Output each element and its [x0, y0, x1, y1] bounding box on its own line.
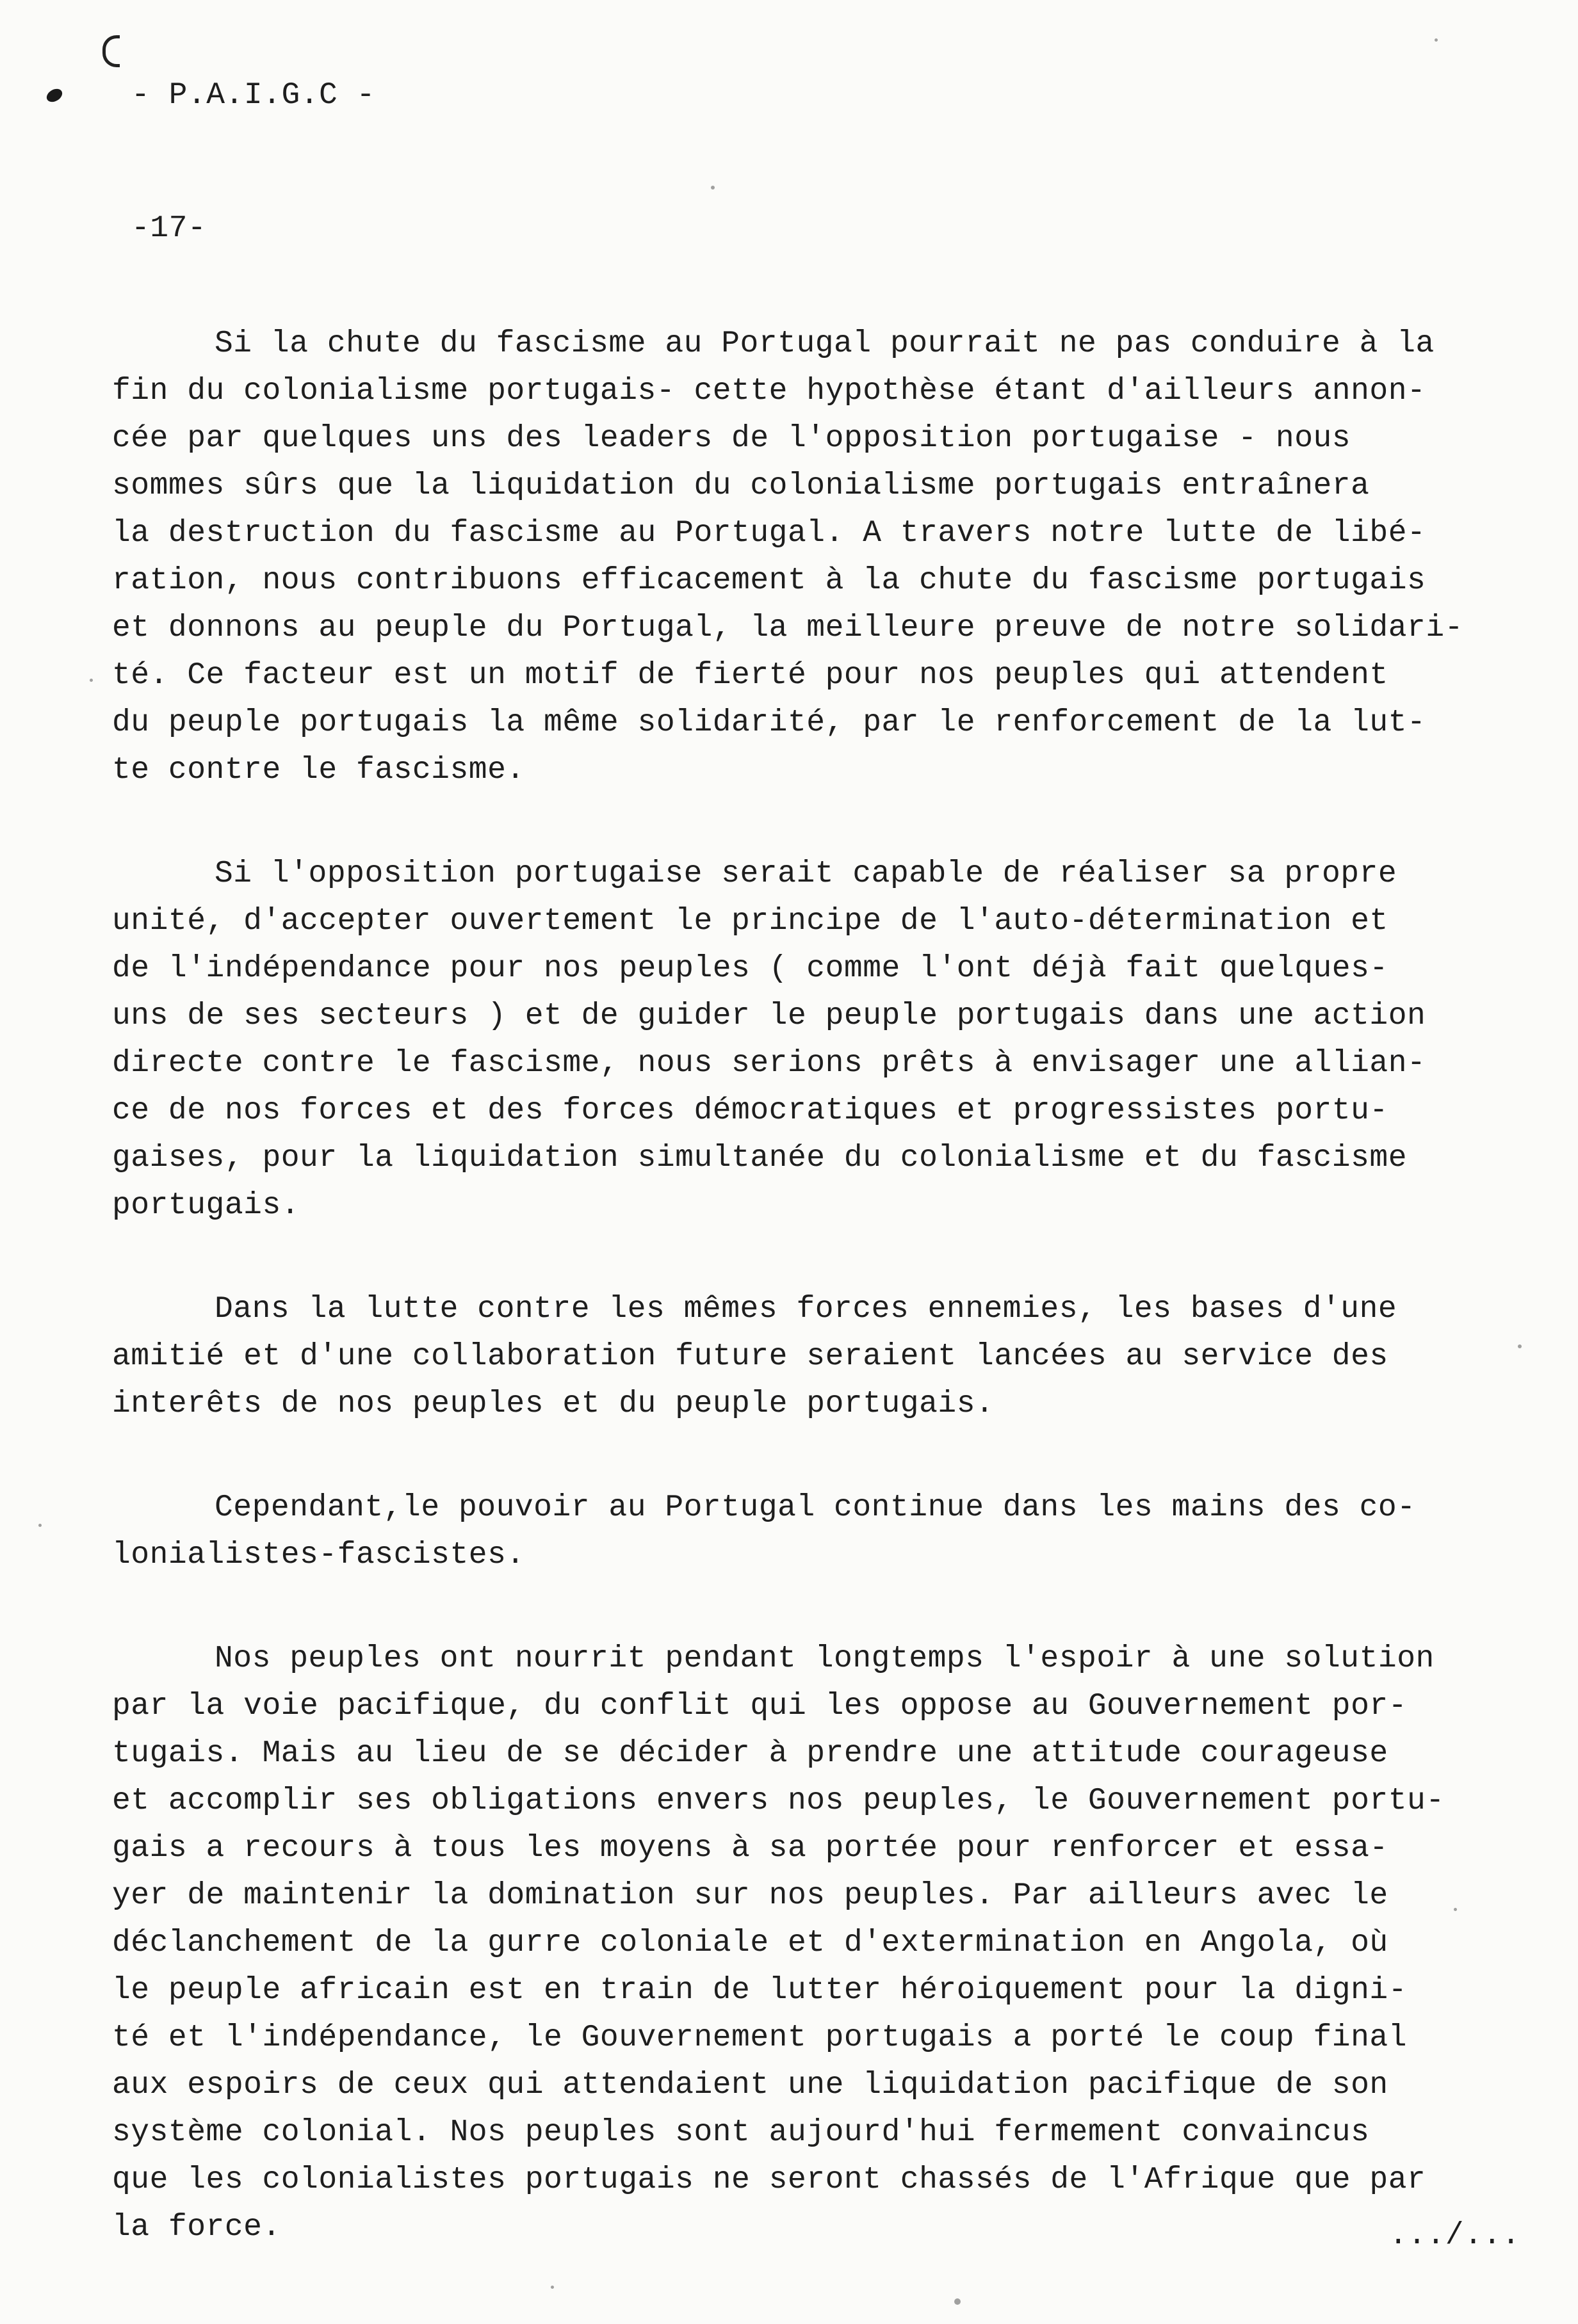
text-line: interêts de nos peuples et du peuple portugais. — [112, 1387, 995, 1421]
text-line: directe contre le fascisme, nous serions prêts à envisager une allian- — [112, 1046, 1426, 1081]
paper-speck — [711, 186, 715, 190]
text-line: cée par quelques uns des leaders de l'opposition portugaise - nous — [112, 421, 1351, 456]
text-line: du peuple portugais la même solidarité, par le renforcement de la lut- — [112, 706, 1426, 740]
paper-speck — [90, 679, 93, 682]
binding-mark — [102, 35, 120, 67]
text-line: Cependant,le pouvoir au Portugal continue dans les mains des co- — [215, 1490, 1416, 1525]
text-line: gaises, pour la liquidation simultanée du colonialisme et du fascisme — [112, 1141, 1408, 1175]
text-line: ce de nos forces et des forces démocratiques et progressistes portu- — [112, 1093, 1388, 1128]
text-line: le peuple africain est en train de lutter héroiquement pour la digni- — [112, 1973, 1408, 2008]
text-line: té. Ce facteur est un motif de fierté pour nos peuples qui attendent — [112, 658, 1388, 693]
text-line: Nos peuples ont nourrit pendant longtemps l'espoir à une solution — [215, 1642, 1435, 1676]
text-line: sommes sûrs que la liquidation du colonialisme portugais entraînera — [112, 469, 1370, 503]
text-line: lonialistes-fascistes. — [112, 1538, 525, 1572]
text-line: amitié et d'une collaboration future seraient lancées au service des — [112, 1339, 1388, 1374]
text-line: yer de maintenir la domination sur nos peuples. Par ailleurs avec le — [112, 1878, 1388, 1913]
text-line: que les colonialistes portugais ne seront chassés de l'Afrique que par — [112, 2163, 1426, 2197]
text-line: Si l'opposition portugaise serait capable de réaliser sa propre — [215, 857, 1397, 891]
ink-mark — [44, 86, 65, 105]
document-body — [112, 320, 1524, 2307]
paragraph — [112, 1484, 1524, 1579]
text-line: ration, nous contribuons efficacement à la chute du fascisme portugais — [112, 563, 1426, 598]
paragraph — [112, 1286, 1524, 1428]
paragraph — [112, 320, 1524, 794]
page-number: -17- — [131, 211, 207, 246]
text-line: Si la chute du fascisme au Portugal pourrait ne pas conduire à la — [215, 327, 1435, 361]
paper-speck — [551, 2286, 554, 2289]
paragraph — [112, 1635, 1524, 2251]
paper-speck — [1518, 1344, 1522, 1348]
text-line: té et l'indépendance, le Gouvernement portugais a porté le coup final — [112, 2021, 1408, 2055]
text-line: par la voie pacifique, du conflit qui les oppose au Gouvernement por- — [112, 1689, 1408, 1723]
paragraph — [112, 850, 1524, 1229]
text-line: système colonial. Nos peuples sont aujourd'hui fermement convaincus — [112, 2115, 1370, 2150]
document-header: - P.A.I.G.C - — [131, 78, 375, 113]
text-line: uns de ses secteurs ) et de guider le peuple portugais dans une action — [112, 999, 1426, 1033]
text-line: et accomplir ses obligations envers nos peuples, le Gouvernement portu- — [112, 1784, 1445, 1818]
text-line: Dans la lutte contre les mêmes forces ennemies, les bases d'une — [215, 1292, 1397, 1327]
paper-speck — [1435, 38, 1438, 42]
text-line: aux espoirs de ceux qui attendaient une liquidation pacifique de son — [112, 2068, 1388, 2102]
text-line: gais a recours à tous les moyens à sa portée pour renforcer et essa- — [112, 1831, 1388, 1866]
text-line: déclanchement de la gurre coloniale et d'extermination en Angola, où — [112, 1926, 1388, 1960]
text-line: tugais. Mais au lieu de se décider à prendre une attitude courageuse — [112, 1736, 1388, 1771]
paper-speck — [38, 1524, 42, 1527]
text-line: te contre le fascisme. — [112, 753, 525, 787]
text-line: portugais. — [112, 1188, 300, 1223]
paper-speck — [1454, 1908, 1457, 1911]
continuation-marker: .../... — [1388, 2218, 1520, 2253]
text-line: unité, d'accepter ouvertement le principe de l'auto-détermination et — [112, 904, 1388, 939]
paper-speck — [954, 2298, 961, 2305]
text-line: fin du colonialisme portugais- cette hypothèse étant d'ailleurs annon- — [112, 374, 1426, 408]
text-line: de l'indépendance pour nos peuples ( comme l'ont déjà fait quelques- — [112, 951, 1388, 986]
text-line: et donnons au peuple du Portugal, la meilleure preuve de notre solidari- — [112, 611, 1463, 645]
text-line: la destruction du fascisme au Portugal. A travers notre lutte de libé- — [112, 516, 1426, 551]
text-line: la force. — [112, 2210, 281, 2245]
